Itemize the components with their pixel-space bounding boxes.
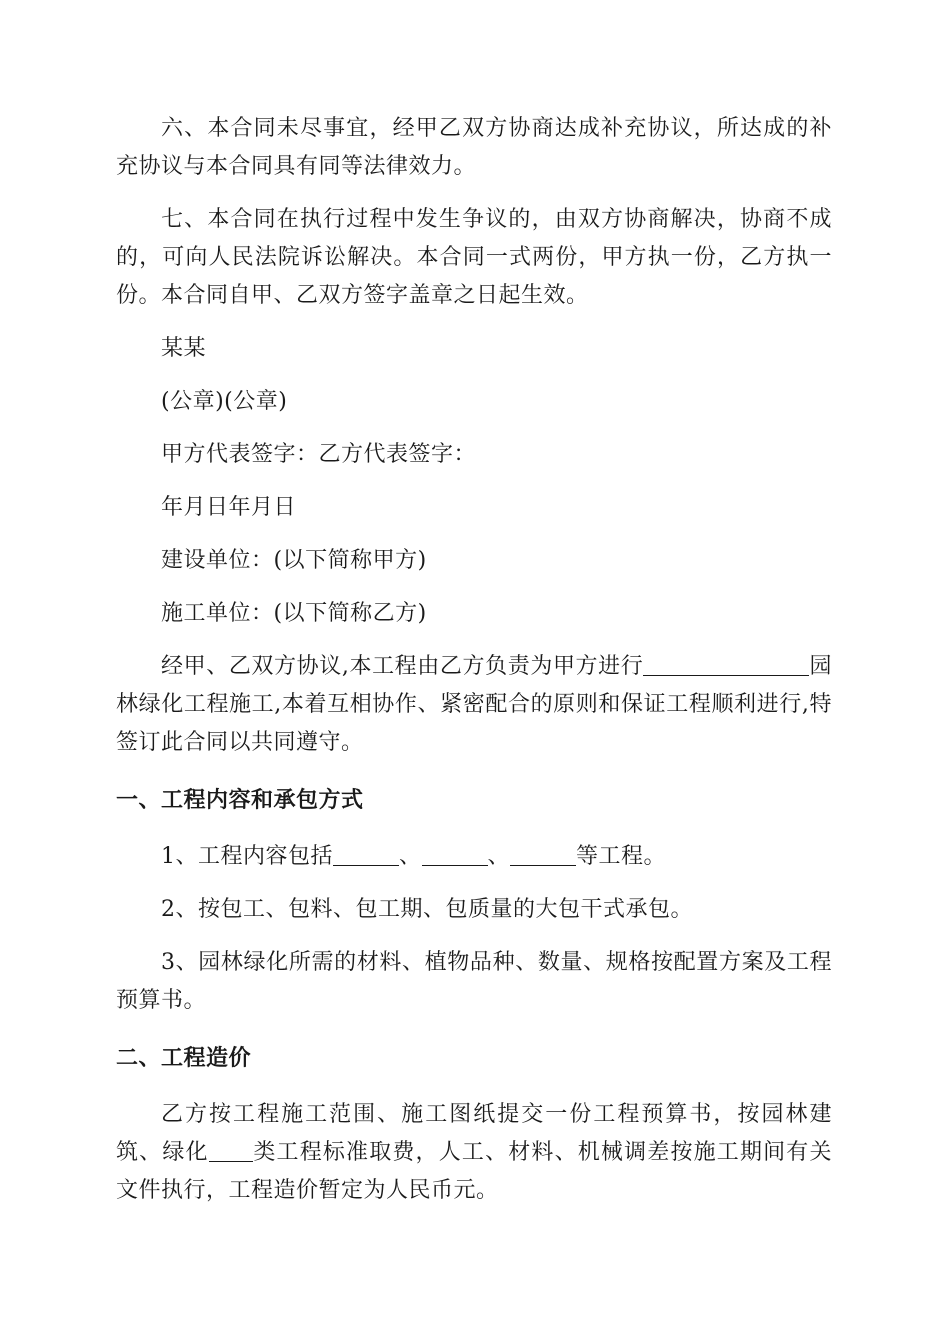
item-1-paragraph — [116, 838, 832, 876]
cost-text-end: 类工程标准取费，人工、材料、机械调差按施工期间有关文件执行，工程造价暂定为人民币元。 — [116, 1140, 832, 1203]
intro-text-end: 园林绿化工程施工,本着互相协作、紧密配合的原则和保证工程顺利进行,特签订此合同以共同遵守。 — [116, 654, 832, 755]
signatory-line: 某某 — [161, 336, 207, 361]
clause-6-paragraph: 六、本合同未尽事宜，经甲乙双方协商达成补充协议，所达成的补充协议与本合同具有同等法律效力。 — [116, 116, 832, 179]
clause-7-paragraph: 七、本合同在执行过程中发生争议的，由双方协商解决，协商不成的，可向人民法院诉讼解决。本合同一式两份，甲方执一份，乙方执一份。本合同自甲、乙双方签字盖章之日起生效。 — [116, 207, 832, 308]
item-1-suffix: 等工程。 — [576, 844, 667, 869]
content-blank-1 — [333, 841, 399, 866]
content-blank-3 — [510, 841, 576, 866]
cost-paragraph — [116, 1096, 832, 1210]
contractor-unit-line: 施工单位：(以下简称乙方) — [161, 601, 427, 626]
intro-text-start: 经甲、乙双方协议,本工程由乙方负责为甲方进行 — [161, 654, 644, 679]
date-line: 年月日年月日 — [161, 495, 297, 520]
builder-unit-line: 建设单位：(以下简称甲方) — [161, 548, 427, 573]
cost-text-start: 乙方按工程施工范围、施工图纸提交一份工程预算书，按园林建筑、绿化 — [116, 1102, 832, 1165]
item-1-separator-1: 、 — [399, 844, 422, 869]
item-3-paragraph: 3、园林绿化所需的材料、植物品种、数量、规格按配置方案及工程预算书。 — [116, 950, 832, 1013]
intro-paragraph — [116, 648, 832, 762]
content-blank-2 — [422, 841, 488, 866]
item-1-separator-2: 、 — [487, 844, 511, 869]
section-2-heading: 二、工程造价 — [116, 1045, 252, 1071]
item-2-paragraph: 2、按包工、包料、包工期、包质量的大包干式承包。 — [161, 897, 693, 922]
grade-blank — [209, 1137, 253, 1162]
section-1-heading: 一、工程内容和承包方式 — [116, 787, 364, 813]
project-name-blank — [643, 651, 809, 676]
representative-signature-line: 甲方代表签字：乙方代表签字： — [161, 442, 477, 467]
document-body — [116, 110, 832, 1210]
seal-line: (公章)(公章) — [161, 389, 288, 414]
item-1-prefix: 1、工程内容包括 — [161, 844, 333, 869]
